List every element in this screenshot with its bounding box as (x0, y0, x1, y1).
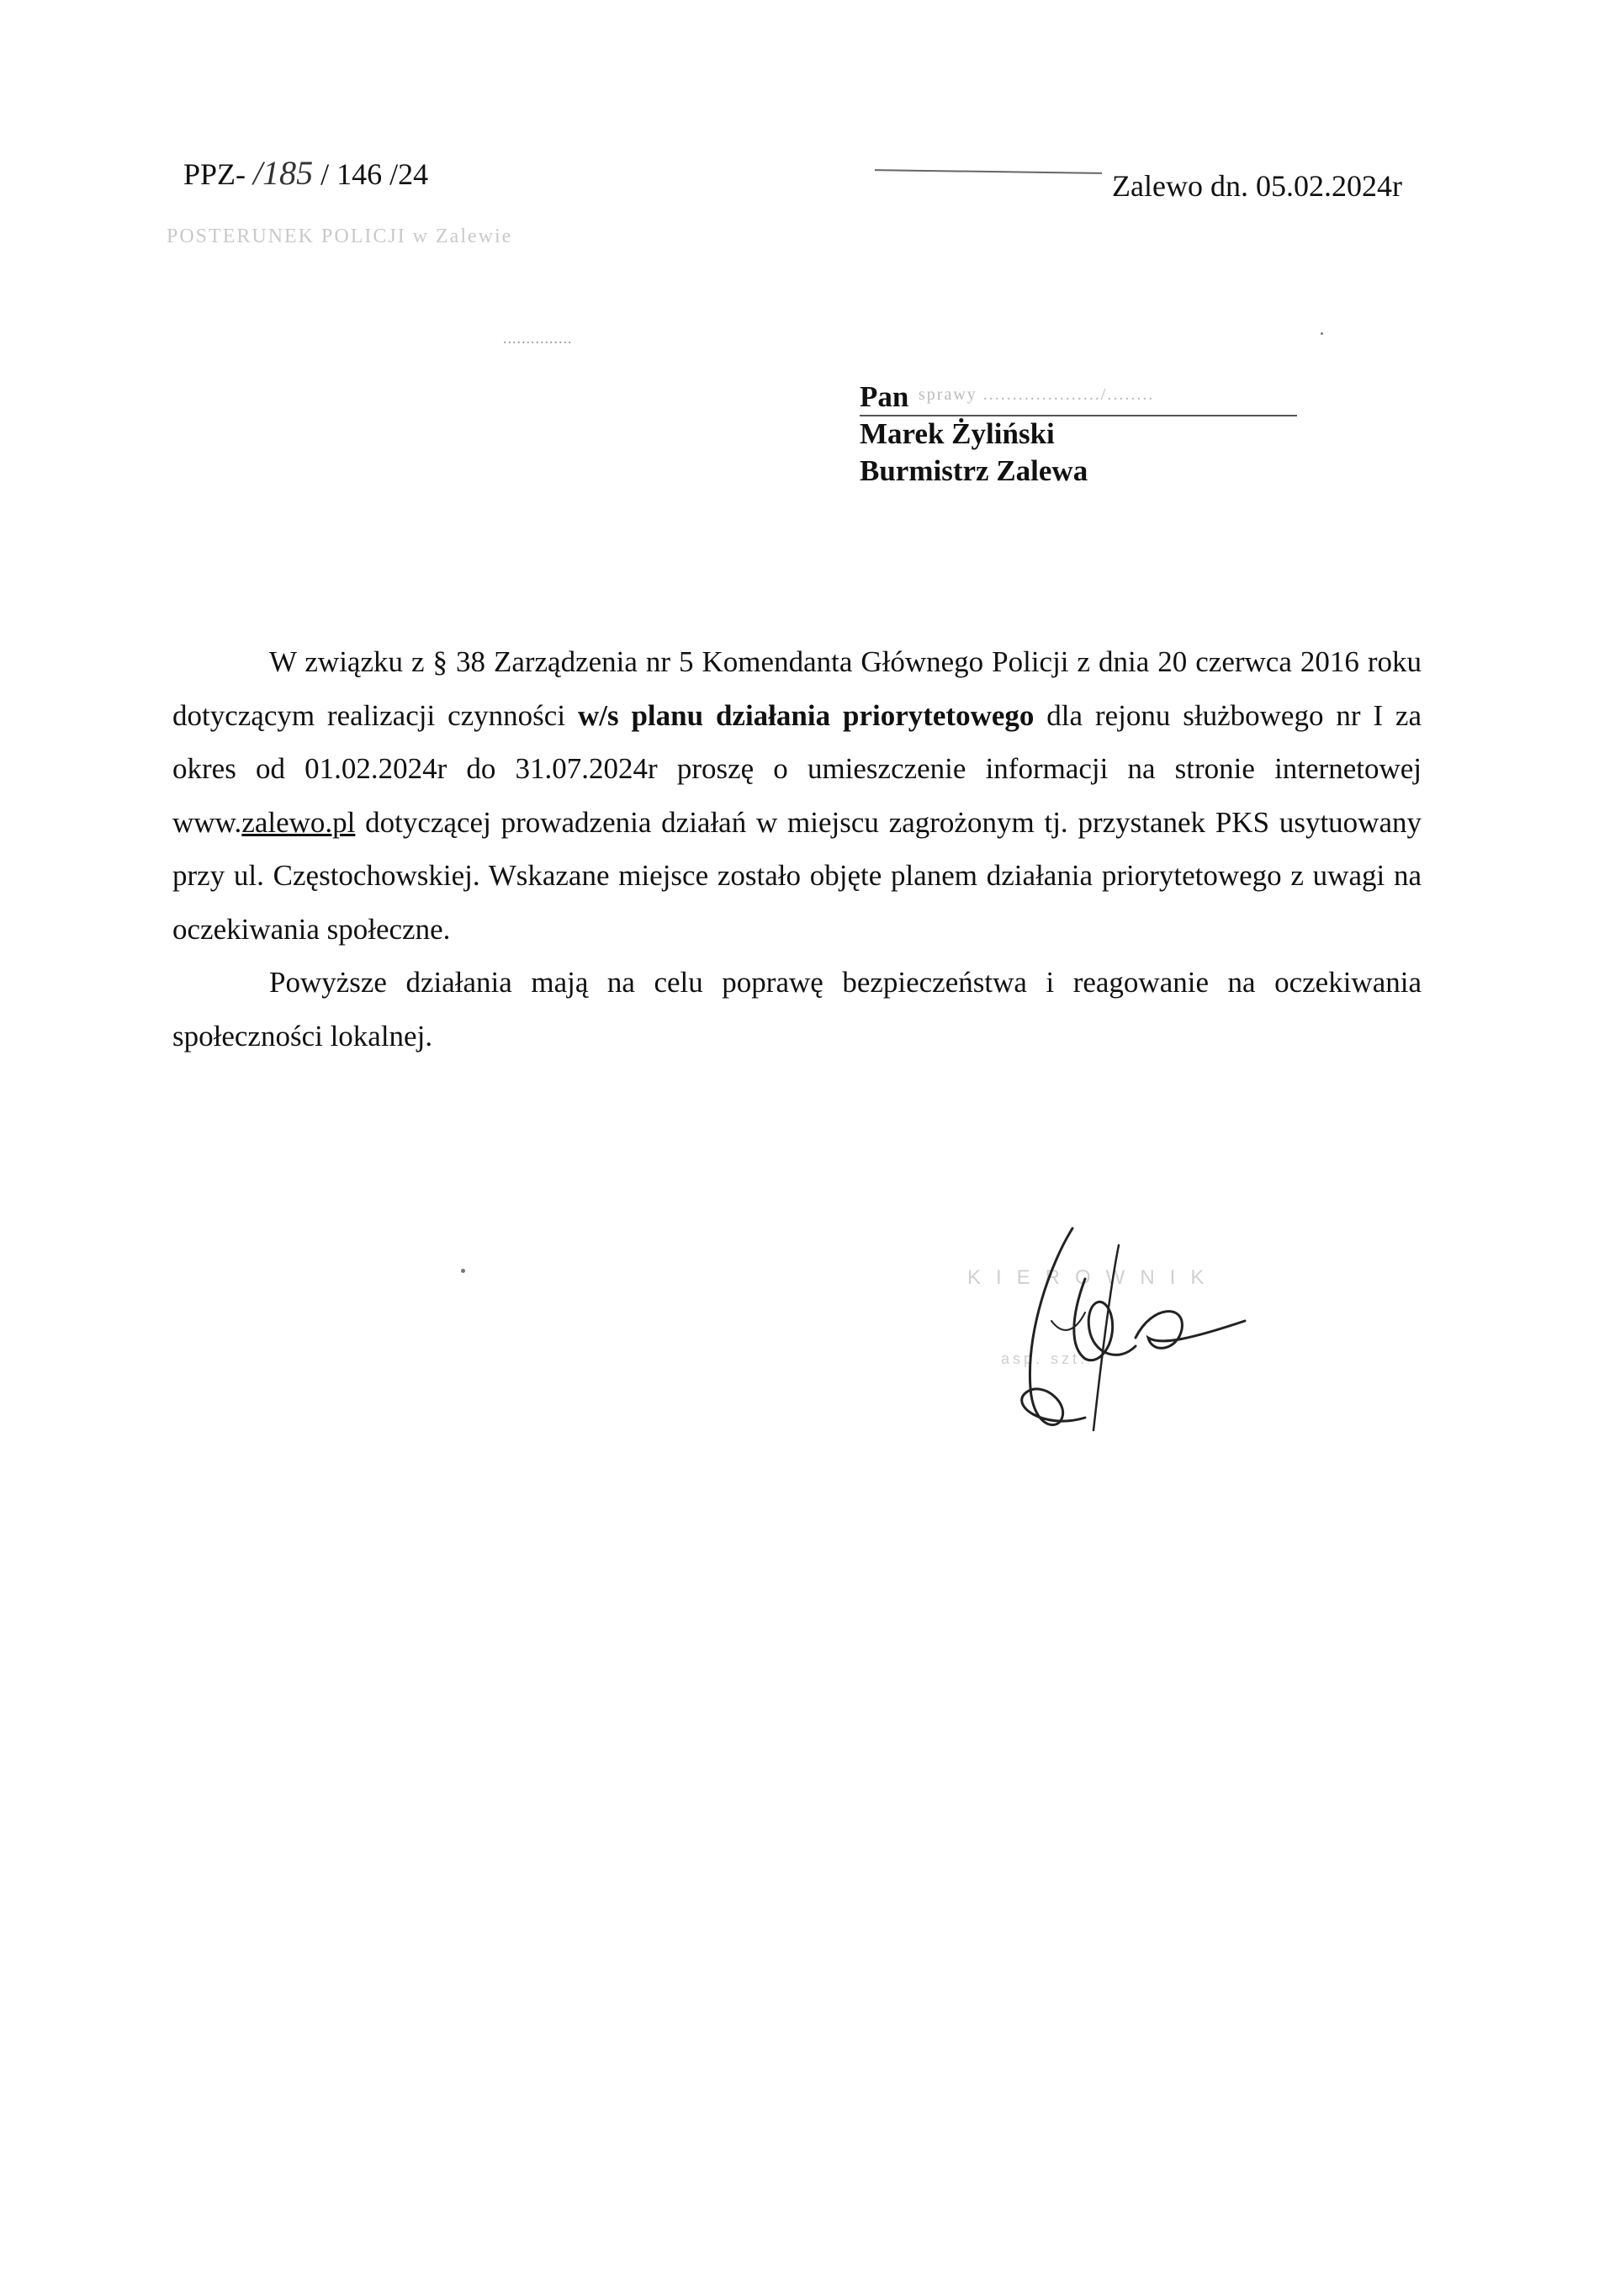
p1-bold-phrase: w/s planu działania priorytetowego (577, 698, 1035, 732)
recipient-salutation: Pan (860, 380, 909, 413)
paragraph-1 (172, 635, 1422, 956)
place-date: Zalewo dn. 05.02.2024r (1112, 169, 1402, 203)
date-rule-line (875, 169, 1102, 174)
reference-suffix: / 146 /24 (320, 157, 429, 191)
recipient-faint-stamp: sprawy ..................../........ (919, 385, 1155, 404)
recipient-block (860, 379, 1088, 490)
recipient-name: Marek Żyliński (860, 417, 1055, 450)
p1-text-1: W związku z § 38 Zarządzenia nr 5 Komendanta Głównego Policji z dnia 20 czerwca 2016 roku dotyczącym realizacji czynności (172, 645, 1422, 732)
paragraph-2: Powyższe działania mają na celu poprawę bezpieczeństwa i reagowanie na oczekiwania społeczności lokalnej. (172, 966, 1422, 1053)
dotted-line: ............... (503, 330, 573, 347)
handwritten-signature (993, 1212, 1262, 1447)
signature-stamp-faint: KIEROWNIK (967, 1266, 1220, 1289)
faint-office-stamp: POSTERUNEK POLICJI w Zalewie (167, 225, 513, 247)
reference-prefix: PPZ- (183, 157, 246, 191)
p1-text-2: dla rejonu służbowego nr I za okres od 01.02.2024r do 31.07.2024r proszę o umieszczenie informacji na stronie internetowej www. (172, 698, 1422, 839)
letter-body (172, 635, 1422, 1063)
recipient-title: Burmistrz Zalewa (860, 454, 1088, 487)
reference-number (183, 153, 428, 193)
scan-speck (1321, 332, 1323, 335)
p1-text-3: dotyczącej prowadzenia działań w miejscu zagrożonym tj. przystanek PKS usytuowany przy ul. Częstochowskiej. Wskazane miejsce zostało objęte planem działania priorytetowego z uwagi na oczekiwania społeczne. (172, 805, 1422, 946)
signature-stamp-faint-2: asp. szt. (1001, 1350, 1088, 1367)
website-link[interactable]: zalewo.pl (241, 805, 356, 839)
scan-speck (461, 1269, 465, 1273)
reference-handwritten: /185 (253, 154, 314, 192)
